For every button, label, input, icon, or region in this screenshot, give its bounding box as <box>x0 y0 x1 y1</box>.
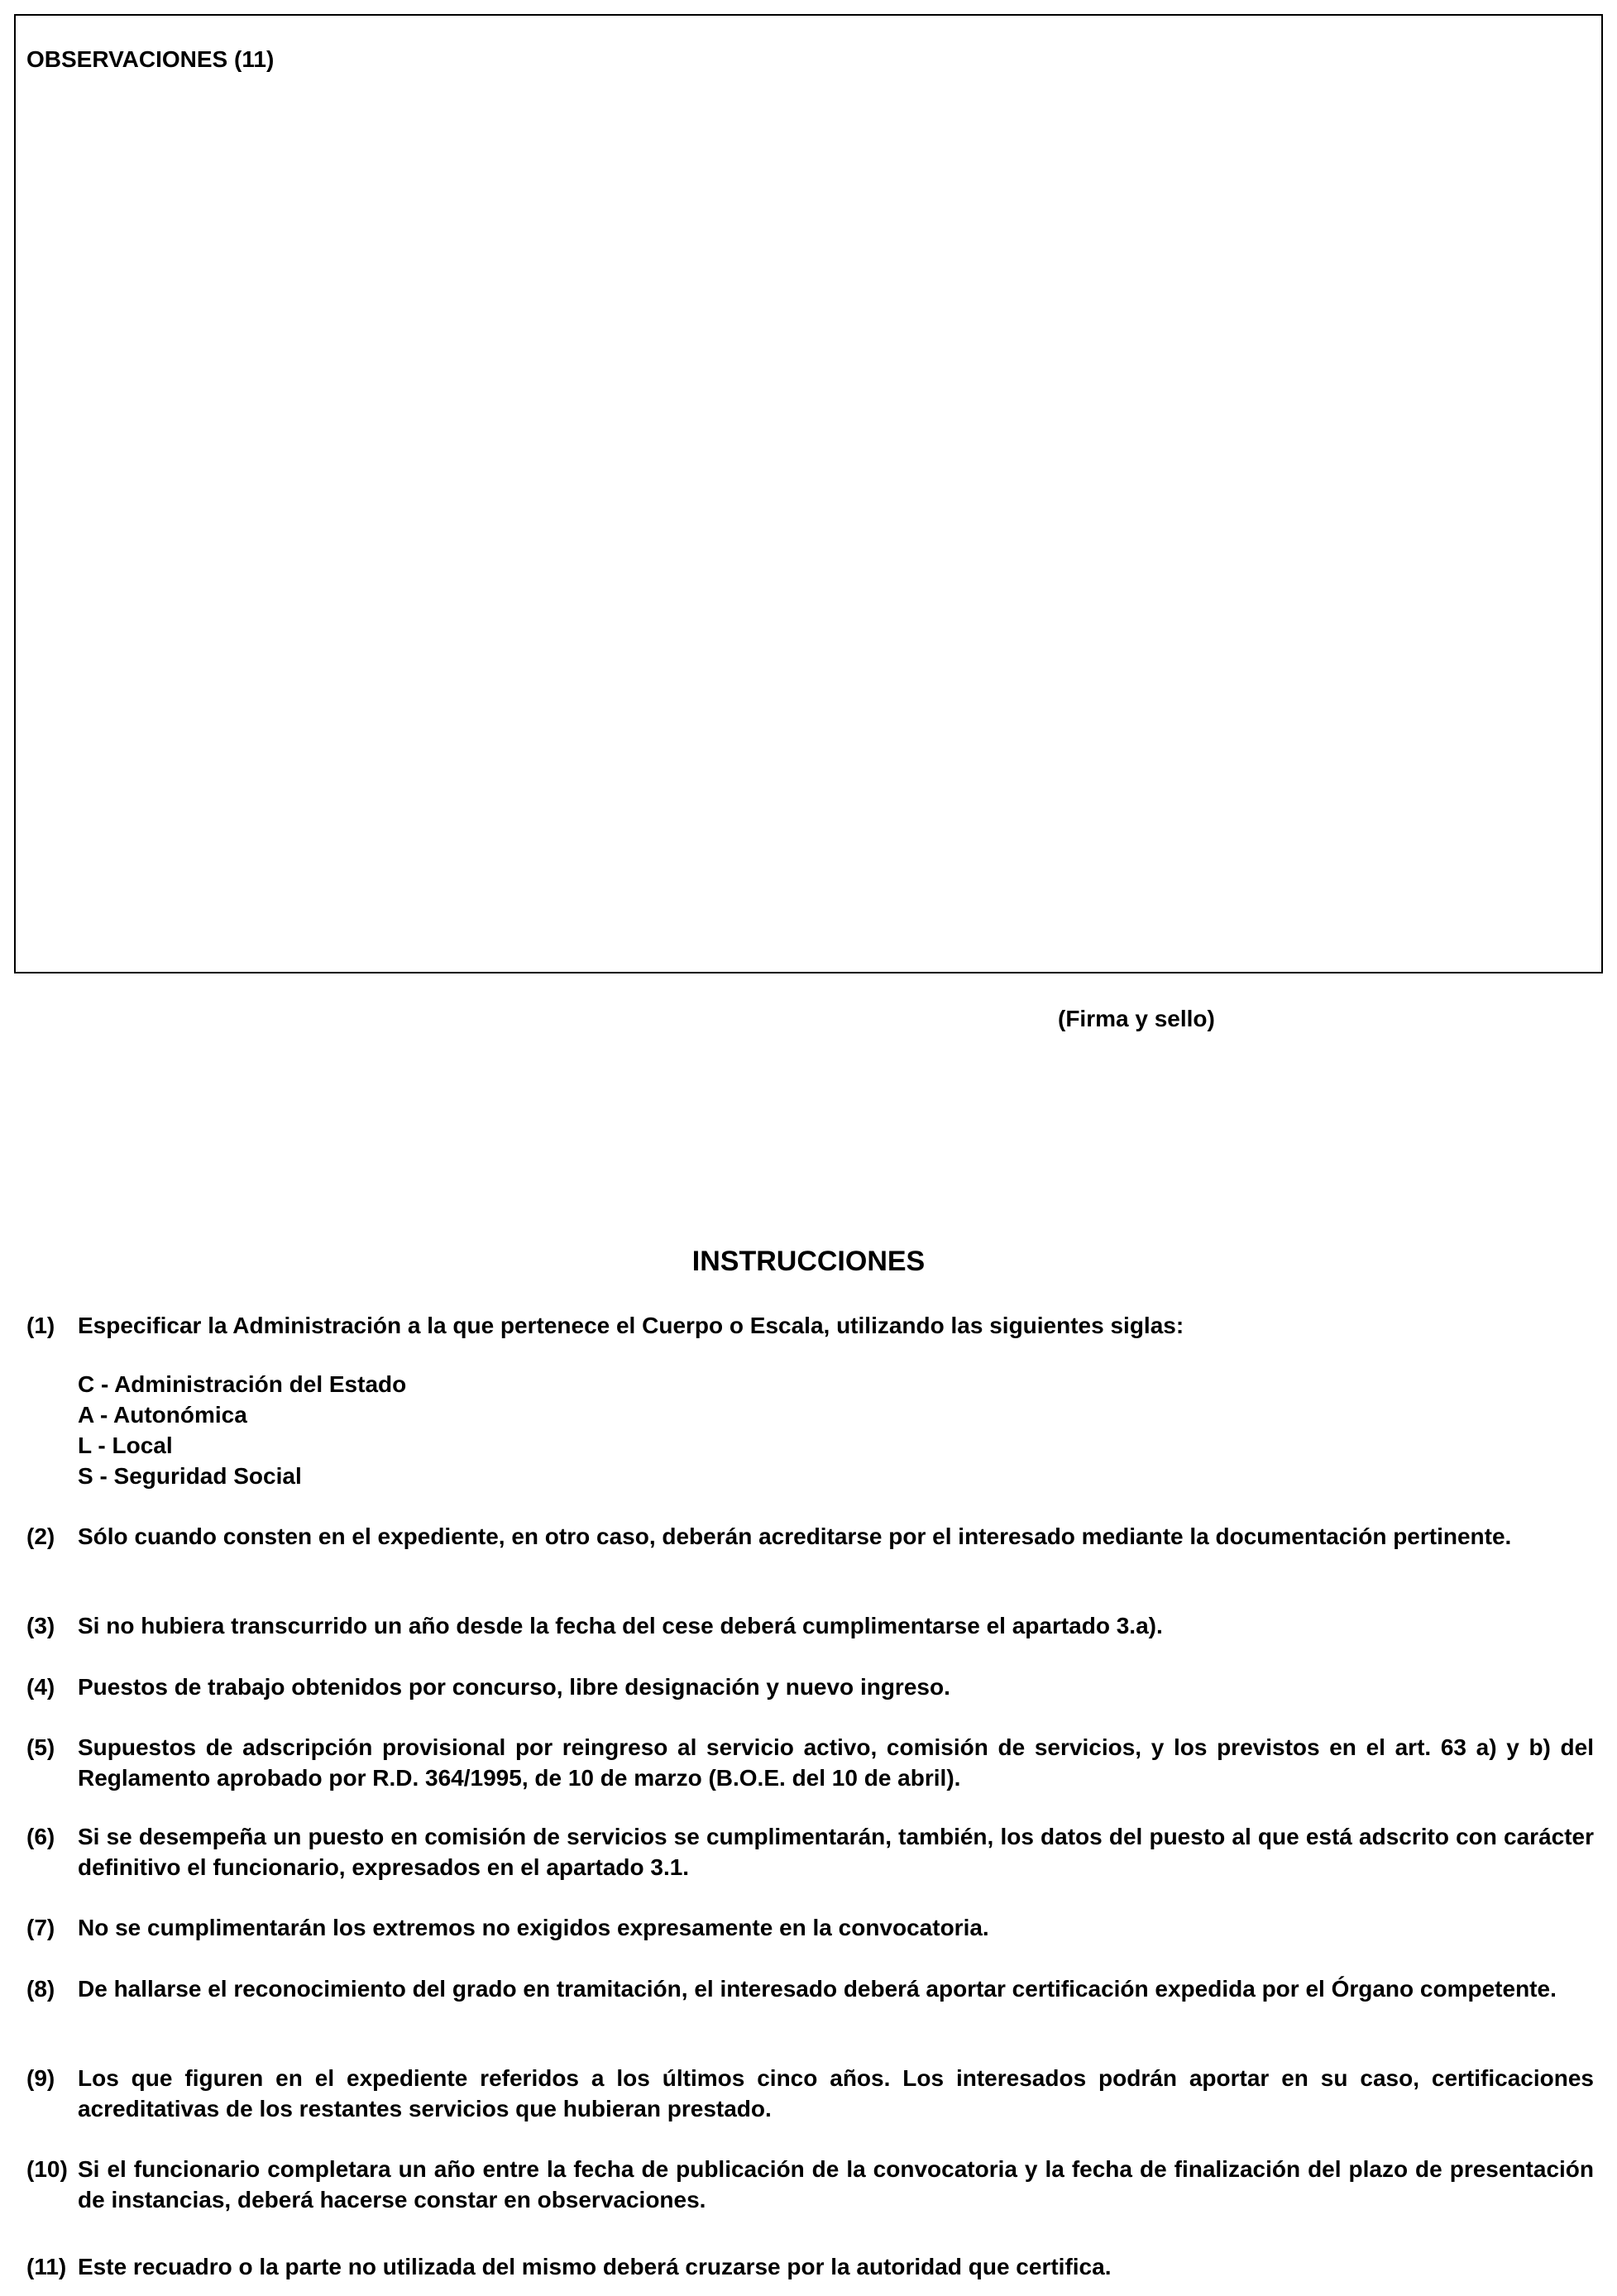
signature-label: (Firma y sello) <box>1058 1006 1215 1031</box>
item-text: No se cumplimentarán los extremos no exigidos expresamente en la convocatoria. <box>78 1915 989 1940</box>
instructions-heading: INSTRUCCIONES <box>691 1246 926 1277</box>
instruction-item-6 <box>26 1821 1594 1882</box>
instruction-item-1 <box>26 1310 1594 1491</box>
instruction-item-8 <box>26 1973 1594 2004</box>
siglas-list <box>78 1369 1594 1491</box>
instruction-item-7 <box>26 1912 1594 1943</box>
item-text: Sólo cuando consten en el expediente, en otro caso, deberán acreditarse por el interesado mediante la documentación pertinente. <box>78 1523 1512 1549</box>
item-number: (4) <box>26 1674 55 1700</box>
item-text: Puestos de trabajo obtenidos por concurso, libre designación y nuevo ingreso. <box>78 1674 950 1700</box>
observaciones-box <box>14 14 1603 973</box>
sigla-item: A - Autonómica <box>78 1402 247 1428</box>
item-text: Supuestos de adscripción provisional por reingreso al servicio activo, comisión de servicios, y los previstos en el art. 63 a) y b) del Reglamento aprobado por R.D. 364/1995, de 10 de marzo (B.O.E. del 10 de abril). <box>78 1734 1594 1791</box>
item-number: (11) <box>26 2254 67 2279</box>
item-number: (5) <box>26 1734 55 1760</box>
item-text: Si no hubiera transcurrido un año desde la fecha del cese deberá cumplimentarse el apartado 3.a). <box>78 1613 1163 1638</box>
instruction-item-3 <box>26 1610 1594 1641</box>
item-number: (9) <box>26 2065 55 2091</box>
instruction-item-11 <box>26 2251 1594 2282</box>
sigla-item: S - Seguridad Social <box>78 1463 302 1489</box>
item-number: (7) <box>26 1915 55 1940</box>
item-number: (2) <box>26 1523 55 1549</box>
sigla-item: C - Administración del Estado <box>78 1371 407 1397</box>
instruction-item-5 <box>26 1732 1594 1793</box>
item-number: (8) <box>26 1976 55 2002</box>
item-text: Si el funcionario completara un año entre la fecha de publicación de la convocatoria y la fecha de finalización del plazo de presentación de instancias, deberá hacerse constar en observaciones. <box>78 2156 1594 2212</box>
observaciones-title: OBSERVACIONES (11) <box>26 46 275 72</box>
item-text: Especificar la Administración a la que pertenece el Cuerpo o Escala, utilizando las siguientes siglas: <box>78 1313 1184 1338</box>
instruction-item-10 <box>26 2154 1594 2215</box>
item-number: (1) <box>26 1313 55 1338</box>
instruction-item-9 <box>26 2063 1594 2124</box>
instruction-item-2 <box>26 1521 1594 1552</box>
item-text: Los que figuren en el expediente referidos a los últimos cinco años. Los interesados podrán aportar en su caso, certificaciones acreditativas de los restantes servicios que hubieran prestado. <box>78 2065 1594 2121</box>
item-number: (10) <box>26 2156 68 2182</box>
sigla-item: L - Local <box>78 1433 173 1458</box>
item-text: De hallarse el reconocimiento del grado en tramitación, el interesado deberá aportar certificación expedida por el Órgano competente. <box>78 1976 1557 2002</box>
item-text: Si se desempeña un puesto en comisión de servicios se cumplimentarán, también, los datos del puesto al que está adscrito con carácter definitivo el funcionario, expresados en el apartado 3.1. <box>78 1824 1594 1880</box>
item-text: Este recuadro o la parte no utilizada del mismo deberá cruzarse por la autoridad que certifica. <box>78 2254 1112 2279</box>
item-number: (3) <box>26 1613 55 1638</box>
item-number: (6) <box>26 1824 55 1849</box>
instruction-item-4 <box>26 1672 1594 1702</box>
